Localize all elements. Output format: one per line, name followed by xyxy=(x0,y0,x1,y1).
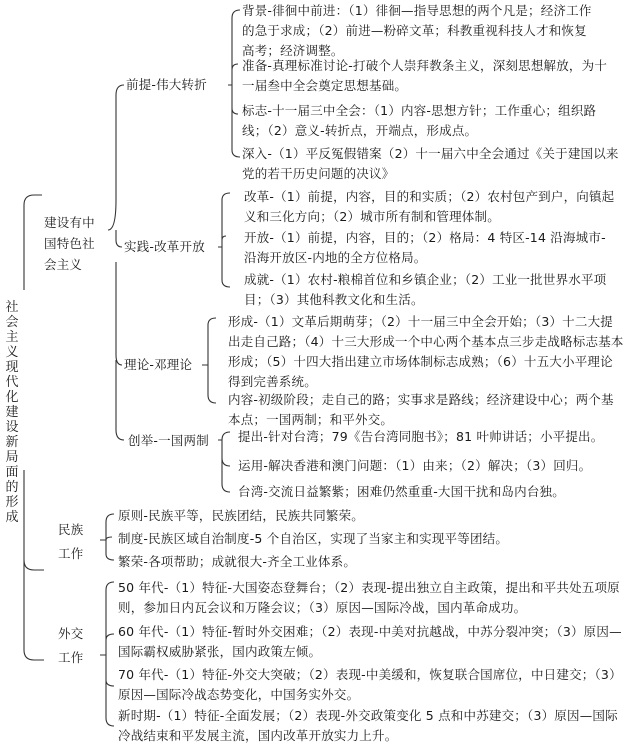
root-connector xyxy=(24,195,44,570)
branch-diplomacy: 外交工作 xyxy=(58,626,84,665)
diplomacy-item-4: 新时期-（1）特征-全面发展；（2）表现-外交政策变化 5 点和中苏建交；（3）原因—国际冷战结束和平发展主流，国内改革开放实力上升。 xyxy=(118,708,618,743)
practice-item-1: 改革-（1）前提，内容，目的和实质；（2）农村包产到户，向镇起义和三化方向；（2）城市所有制和管理体制。 xyxy=(244,189,615,224)
innovation-item-3: 台湾-交流日益繁紫；困难仍然重重-大国干扰和岛内台独。 xyxy=(238,484,565,499)
innovation-brace xyxy=(218,432,230,492)
premise-item-1: 背景-徘徊中前进：（1）徘徊—指导思想的两个凡是；经济工作的急于求成；（2）前进—粉碎文革；科教重视科技人才和恢复高考；经济调整。 xyxy=(242,3,592,58)
innovation-item-2: 运用-解决香港和澳门问题：（1）由来；（2）解决；（3）回归。 xyxy=(238,458,592,473)
theory-brace xyxy=(202,318,216,403)
ethnic-item-1: 原则-民族平等，民族团结，民族共同繁荣。 xyxy=(118,508,365,523)
branch-ethnic: 民族工作 xyxy=(58,522,84,561)
practice-brace xyxy=(218,193,230,287)
practice-item-2: 开放-（1）前提，内容，目的；（2）格局：4 特区-14 沿海城市-沿海开放区-内地的全方位格局。 xyxy=(244,230,606,265)
practice-item-3: 成就-（1）农村-粮棉首位和乡镇企业；（2）工业一批世界水平项目；（3）其他科教文化和生活。 xyxy=(244,272,607,307)
diplomacy-brace xyxy=(100,582,114,726)
ethnic-brace xyxy=(100,514,114,560)
group-innovation: 创举-一国两制 xyxy=(128,433,209,448)
construction-brace xyxy=(108,85,124,440)
theory-item-2: 内容-初级阶段；走自己的路；实事求是路线；经济建设中心；两个基本点；一国两制；和平外交。 xyxy=(228,392,614,427)
root-connector-diplomacy xyxy=(24,560,44,660)
ethnic-item-2: 制度-民族区域自治制度-5 个自治区，实现了当家主和实现平等团结。 xyxy=(118,531,509,546)
innovation-item-1: 提出-针对台湾；79《告台湾同胞书》；81 叶帅讲话；小平提出。 xyxy=(238,429,604,444)
premise-item-3: 标志-十一届三中全会：（1）内容-思想方针；工作重心；组织路线；（2）意义-转折点，开端点，形成点。 xyxy=(242,103,597,138)
ethnic-item-3: 繁荣-各项帮助；成就很大-齐全工业体系。 xyxy=(118,554,357,569)
diplomacy-item-2: 60 年代-（1）特征-暂时外交困难；（2）表现-中美对抗越战，中苏分裂冲突；（3）原因—国际霸权威胁紧张，国内政策左倾。 xyxy=(118,624,622,659)
group-premise: 前提-伟大转折 xyxy=(126,77,207,92)
diplomacy-item-1: 50 年代-（1）特征-大国姿态登舞台；（2）表现-提出独立自主政策，提出和平共处五项原则，参加日内瓦会议和万隆会议；（3）原因—国际冷战，国内革命成功。 xyxy=(118,580,620,615)
diplomacy-item-3: 70 年代-（1）特征-外交大突破；（2）表现-中美缓和，恢复联合国席位，中日建交；（3）原因—国际冷战态势变化，中国务实外交。 xyxy=(118,667,622,702)
root-title: 社会主义现代化建设新局面的形成 xyxy=(5,300,19,525)
branch-construction: 建设有中国特色社会主义 xyxy=(44,215,95,272)
theory-item-1: 形成-（1）文革后期萌芽；（2）十一届三中全会开始；（3）十二大提出走自己路；（4）十三大形成一个中心两个基本点三步走战略标志基本形成；（5）十四大指出建立市场体制标志成熟；（6）十五大小平理论得到完善系统。 xyxy=(228,314,624,389)
premise-brace xyxy=(228,10,240,157)
group-theory: 理论-邓理论 xyxy=(124,357,193,372)
group-practice: 实践-改革开放 xyxy=(124,239,205,254)
premise-item-2: 准备-真理标准讨论-打破个人崇拜教条主义，深刻思想解放，为十一届叁中全会奠定思想基础。 xyxy=(242,58,608,93)
premise-item-4: 深入-（1）平反冤假错案（2）十一届六中全会通过《关于建国以来党的若干历史问题的决议》 xyxy=(242,146,619,181)
